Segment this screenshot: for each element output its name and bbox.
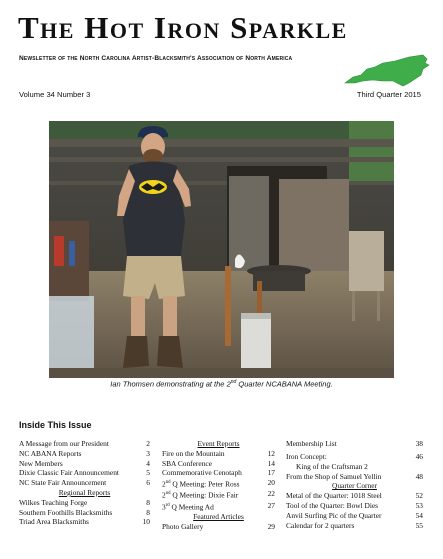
toc-item: NC ABANA Reports 3 (19, 448, 150, 458)
newsletter-subtitle: Newsletter of the North Carolina Artist-Blacksmith's Association of North America (19, 55, 293, 62)
toc-section-header: Event Reports (197, 439, 240, 448)
toc-item: New Members 4 (19, 458, 150, 468)
toc-column-3 (286, 439, 423, 530)
toc-item: 2nd Q Meeting: Peter Ross 20 (162, 478, 275, 489)
cover-photo (49, 121, 394, 378)
toc-item: King of the Craftsman 2 (296, 461, 368, 471)
newsletter-title: The Hot Iron Sparkle (18, 10, 348, 45)
toc-section-header: Quarter Corner (332, 481, 377, 491)
photo-caption: Ian Thomsen demonstrating at the 2nd Quarter NCABANA Meeting. (110, 379, 333, 389)
toc-section-header: Regional Reports (58, 487, 111, 497)
issue-quarter: Third Quarter 2015 (356, 90, 421, 99)
toc-item: Metal of the Quarter: 1018 Steel 52 (286, 491, 423, 501)
toc-item: A Message from our President 2 (19, 439, 150, 448)
toc-item: Photo Gallery 29 (162, 521, 275, 531)
toc-item: From the Shop of Samuel Yellin 48 (286, 471, 423, 481)
toc-item: Membership List 38 (286, 439, 423, 448)
toc-item: SBA Conference 14 (162, 458, 275, 468)
toc-item: Dixie Classic Fair Announcement 5 (19, 468, 150, 478)
inside-this-issue-heading: Inside This Issue (19, 420, 92, 430)
north-carolina-map-icon (343, 53, 431, 87)
volume-number: Volume 34 Number 3 (19, 90, 91, 99)
toc-item: Triad Area Blacksmiths 10 (19, 517, 150, 527)
toc-item: 3rd Q Meeting Ad 27 (162, 500, 275, 512)
toc-section-header: Featured Articles (193, 511, 244, 521)
toc-item: Iron Concept: 46 (286, 452, 423, 461)
toc-item: NC State Fair Announcement 6 (19, 478, 150, 488)
toc-item: Tool of the Quarter: Bowl Dies 53 (286, 500, 423, 510)
toc-item: Anvil Surfing Pic of the Quarter 54 (286, 510, 423, 520)
toc-column-1 (19, 439, 150, 527)
toc-item: Calendar for 2 quarters 55 (286, 520, 423, 530)
toc-item: Commemorative Cenotaph 17 (162, 468, 275, 478)
toc-item: Southern Foothills Blacksmiths 8 (19, 507, 150, 517)
toc-column-2 (162, 439, 275, 532)
toc-item: Wilkes Teaching Forge 8 (19, 497, 150, 507)
toc-item: Fire on the Mountain 12 (162, 448, 275, 458)
toc-item: 2nd Q Meeting: Dixie Fair 22 (162, 489, 275, 500)
